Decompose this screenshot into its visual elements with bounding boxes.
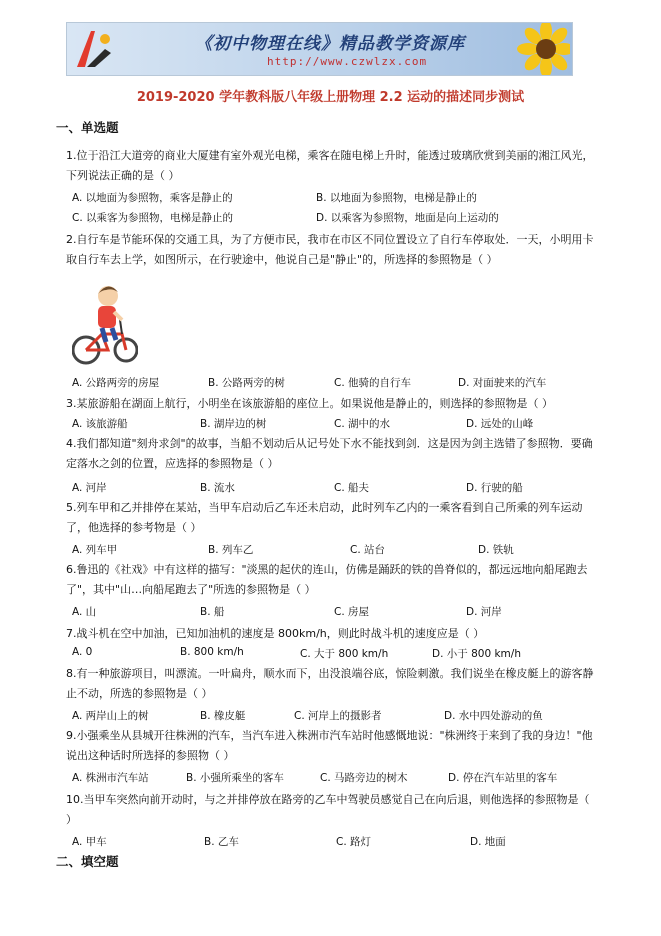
- q6-option-d[interactable]: D. 河岸: [466, 606, 502, 618]
- question-9: 9.小强乘坐从县城开往株洲的汽车，当汽车进入株洲市汽车站时他感慨地说："株洲终于来到了我的身边！"他说出这种话时所选择的参照物（ ）: [66, 729, 593, 762]
- q2-option-c[interactable]: C. 他骑的自行车: [334, 377, 412, 389]
- q10-option-b[interactable]: B. 乙车: [204, 836, 239, 848]
- section-heading-fill-in: 二、填空题: [56, 854, 119, 869]
- q6-option-b[interactable]: B. 船: [200, 606, 225, 618]
- q7-option-d[interactable]: D. 小于 800 km/h: [432, 648, 521, 660]
- q5-option-b[interactable]: B. 列车乙: [208, 544, 254, 556]
- question-7: 7.战斗机在空中加油，已知加油机的速度是 800km/h，则此时战斗机的速度应是（ ）: [66, 627, 485, 640]
- question-4: 4.我们都知道"刻舟求剑"的故事，当船不划动后从记号处下水不能找到剑．这是因为剑主选错了参照物．要确定落水之剑的位置，应选择的参照物是（ ）: [66, 437, 593, 470]
- q9-option-c[interactable]: C. 马路旁边的树木: [320, 772, 408, 784]
- question-3: 3.某旅游船在湖面上航行，小明坐在该旅游船的座位上。如果说他是静止的，则选择的参照物是（ ）: [66, 397, 553, 410]
- q9-option-a[interactable]: A. 株洲市汽车站: [72, 772, 149, 784]
- q5-option-c[interactable]: C. 站台: [350, 544, 386, 556]
- q3-option-d[interactable]: D. 远处的山峰: [466, 418, 534, 430]
- q10-option-a[interactable]: A. 甲车: [72, 836, 107, 848]
- question-10: 10.当甲车突然向前开动时，与之并排停放在路旁的乙车中驾驶员感觉自己在向后退，则他选择的参照物是（ ）: [66, 793, 590, 826]
- q3-option-c[interactable]: C. 湖中的水: [334, 418, 391, 430]
- q1-option-b[interactable]: B. 以地面为参照物，电梯是静止的: [316, 192, 477, 204]
- q8-option-a[interactable]: A. 两岸山上的树: [72, 710, 149, 722]
- banner-title: 《初中物理在线》精品教学资源库: [195, 34, 465, 54]
- q7-option-c[interactable]: C. 大于 800 km/h: [300, 648, 389, 660]
- header-banner: [66, 22, 573, 76]
- q7-option-b[interactable]: B. 800 km/h: [180, 646, 244, 658]
- page-title: 2019-2020 学年教科版八年级上册物理 2.2 运动的描述同步测试: [136, 90, 525, 105]
- question-1: 1.位于沿江大道旁的商业大厦建有室外观光电梯，乘客在随电梯上升时，能透过玻璃欣赏到美丽的湘江风光，下列说法正确的是（ ）: [66, 149, 594, 182]
- q6-option-c[interactable]: C. 房屋: [334, 606, 370, 618]
- q3-option-b[interactable]: B. 湖岸边的树: [200, 418, 267, 430]
- question-5: 5.列车甲和乙并排停在某站，当甲车启动后乙车还未启动，此时列车乙内的一乘客看到自己所乘的列车运动了，他选择的参考物是（ ）: [66, 501, 583, 534]
- question-6: 6.鲁迅的《社戏》中有这样的描写："淡黑的起伏的连山，仿佛是踊跃的铁的兽脊似的，都远远地向船尾跑去了"，其中"山…向船尾跑去了"所选的参照物是（ ）: [66, 563, 588, 596]
- q4-option-c[interactable]: C. 船夫: [334, 482, 370, 494]
- q4-option-b[interactable]: B. 流水: [200, 482, 235, 494]
- q1-option-c[interactable]: C. 以乘客为参照物，电梯是静止的: [72, 212, 234, 224]
- question-2: 2.自行车是节能环保的交通工具，为了方便市民，我市在市区不同位置设立了自行车停取处．一天，小明用卡取自行车去上学，如图所示，在行驶途中，他说自己是"静止"的，所选择的参照物是（ ）: [66, 233, 594, 266]
- q8-option-b[interactable]: B. 橡皮艇: [200, 710, 246, 722]
- q5-option-d[interactable]: D. 铁轨: [478, 544, 514, 556]
- cyclist-figure: [72, 276, 138, 368]
- q1-option-d[interactable]: D. 以乘客为参照物，地面是向上运动的: [316, 212, 499, 224]
- q2-option-d[interactable]: D. 对面驶来的汽车: [458, 377, 547, 389]
- question-8: 8.有一种旅游项目，叫漂流。一叶扁舟，顺水而下，出没浪端谷底，惊险刺激。我们说坐在橡皮艇上的游客静止不动，所选的参照物是（ ）: [66, 667, 594, 700]
- q5-option-a[interactable]: A. 列车甲: [72, 544, 118, 556]
- q7-option-a[interactable]: A. 0: [72, 646, 93, 658]
- q1-option-a[interactable]: A. 以地面为参照物，乘客是静止的: [72, 192, 233, 204]
- q9-option-d[interactable]: D. 停在汽车站里的客车: [448, 772, 558, 784]
- q2-option-a[interactable]: A. 公路两旁的房屋: [72, 377, 160, 389]
- q10-option-d[interactable]: D. 地面: [470, 836, 506, 848]
- q4-option-a[interactable]: A. 河岸: [72, 482, 107, 494]
- q4-option-d[interactable]: D. 行驶的船: [466, 482, 523, 494]
- q6-option-a[interactable]: A. 山: [72, 606, 97, 618]
- q8-option-c[interactable]: C. 河岸上的摄影者: [294, 710, 382, 722]
- q3-option-a[interactable]: A. 该旅游船: [72, 418, 128, 430]
- q8-option-d[interactable]: D. 水中四处游动的鱼: [444, 710, 543, 722]
- q9-option-b[interactable]: B. 小强所乘坐的客车: [186, 772, 284, 784]
- q10-option-c[interactable]: C. 路灯: [336, 836, 372, 848]
- logo-icon: [71, 27, 119, 71]
- q2-option-b[interactable]: B. 公路两旁的树: [208, 377, 285, 389]
- section-heading-single-choice: 一、单选题: [56, 120, 119, 135]
- sunflower-icon: [510, 22, 570, 76]
- banner-url[interactable]: http://www.czwlzx.com: [267, 55, 428, 68]
